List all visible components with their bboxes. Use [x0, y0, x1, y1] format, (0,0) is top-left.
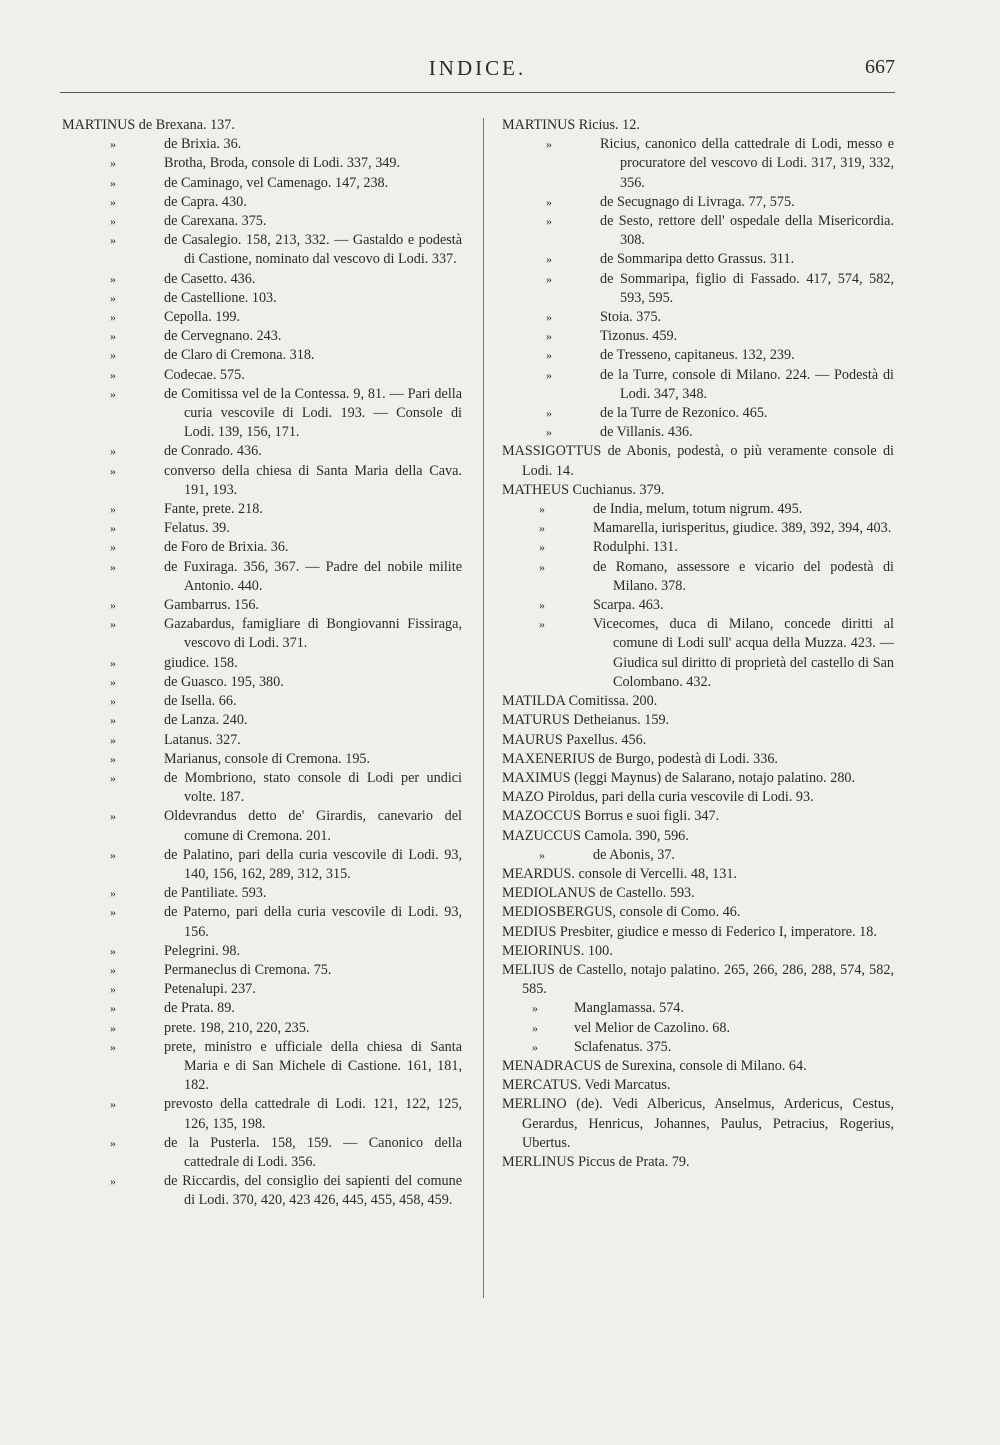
index-subentry [62, 846, 462, 884]
ditto-mark: » [110, 732, 116, 747]
entry-text: Brotha, Broda, console di Lodi. 337, 349. [164, 155, 401, 172]
index-subentry [62, 270, 462, 289]
ditto-mark: » [110, 137, 116, 152]
ditto-mark: » [539, 617, 545, 632]
entry-text: Marianus, console di Cremona. 195. [164, 750, 371, 767]
entry-text: de Casetto. 436. [164, 270, 256, 287]
ditto-mark: » [110, 348, 116, 363]
entry-text: Latanus. 327. [164, 731, 241, 748]
entry-text: de la Turre de Rezonico. 465. [600, 405, 768, 422]
ditto-mark: » [539, 540, 545, 555]
entry-text: Codecae. 575. [164, 366, 245, 383]
index-subentry [502, 846, 894, 865]
index-entry: MAZO Piroldus, pari della curia vescovile di Lodi. 93. [502, 789, 814, 806]
ditto-mark: » [110, 1174, 116, 1189]
entry-text: de Comitissa vel de la Contessa. 9, 81. — Pari della curia vescovile di Lodi. 193. — Console di Lodi. 139, 156, 171. [164, 385, 462, 441]
page-number: 667 [865, 56, 895, 78]
index-entry: MATURUS Detheianus. 159. [502, 712, 670, 729]
index-subentry [502, 423, 894, 442]
ditto-mark: » [110, 1135, 116, 1150]
ditto-mark: » [546, 137, 552, 152]
index-subentry [62, 135, 462, 154]
entry-text: prete. 198, 210, 220, 235. [164, 1019, 310, 1036]
entry-text: Sclafenatus. 375. [574, 1038, 672, 1055]
entry-text: de Fuxiraga. 356, 367. — Padre del nobile milite Antonio. 440. [164, 558, 462, 594]
entry-text: de Sommaripa detto Grassus. 311. [600, 251, 795, 268]
ditto-mark: » [110, 329, 116, 344]
ditto-mark: » [546, 252, 552, 267]
index-subentry [62, 193, 462, 212]
entry-text: de Casalegio. 158, 213, 332. — Gastaldo e podestà di Castione, nominato dal vescovo di Lodi. 337. [164, 232, 462, 268]
index-subentry [62, 980, 462, 999]
ditto-mark: » [546, 425, 552, 440]
index-entry: MENADRACUS de Surexina, console di Milano. 64. [502, 1057, 807, 1074]
ditto-mark: » [110, 713, 116, 728]
index-entry: MERCATUS. Vedi Marcatus. [502, 1077, 671, 1094]
ditto-mark: » [110, 367, 116, 382]
index-subentry [62, 558, 462, 596]
ditto-mark: » [110, 463, 116, 478]
entry-text: de Sesto, rettore dell' ospedale della Misericordia. 308. [600, 213, 894, 249]
index-subentry [502, 366, 894, 404]
ditto-mark: » [110, 290, 116, 305]
ditto-mark: » [110, 1097, 116, 1112]
entry-text: Pelegrini. 98. [164, 942, 241, 959]
index-subentry [62, 385, 462, 443]
index-subentry [62, 711, 462, 730]
index-subentry [62, 346, 462, 365]
entry-text: de Castellione. 103. [164, 289, 277, 306]
index-subentry [502, 250, 894, 269]
entry-text: de Pantiliate. 593. [164, 885, 267, 902]
entry-text: Vicecomes, duca di Milano, concede diritti al comune di Lodi sull' acqua della Muzza. 423. — Giudica sul diritto di proprietà del castello di San Colombano. 432. [593, 616, 894, 690]
entry-text: de Secugnago di Livraga. 77, 575. [600, 193, 795, 210]
entry-text: de Lanza. 240. [164, 712, 248, 729]
ditto-mark: » [110, 770, 116, 785]
entry-text: de Claro di Cremona. 318. [164, 347, 315, 364]
entry-text: de Paterno, pari della curia vescovile di Lodi. 93, 156. [164, 904, 462, 940]
index-entry: MELIUS de Castello, notajo palatino. 265, 266, 286, 288, 574, 582, 585. [502, 961, 894, 998]
ditto-mark: » [110, 271, 116, 286]
entry-text: prevosto della cattedrale di Lodi. 121, 122, 125, 126, 135, 198. [164, 1096, 462, 1132]
index-subentry [62, 1019, 462, 1038]
ditto-mark: » [110, 386, 116, 401]
entry-text: vel Melior de Cazolino. 68. [574, 1019, 731, 1036]
index-subentry [502, 500, 894, 519]
entry-text: Fante, prete. 218. [164, 501, 263, 518]
index-subentry [62, 1134, 462, 1172]
entry-text: Rodulphi. 131. [593, 539, 678, 556]
header-rule [60, 92, 895, 93]
right-column [502, 116, 894, 1172]
ditto-mark: » [546, 329, 552, 344]
index-subentry [62, 654, 462, 673]
index-subentry [62, 154, 462, 173]
index-entry: MAZUCCUS Camola. 390, 596. [502, 827, 689, 844]
entry-text: de Capra. 430. [164, 193, 247, 210]
index-subentry [502, 135, 894, 193]
ditto-mark: » [110, 175, 116, 190]
entry-text: de Tresseno, capitaneus. 132, 239. [600, 347, 795, 364]
ditto-mark: » [546, 214, 552, 229]
ditto-mark: » [110, 982, 116, 997]
index-subentry [62, 615, 462, 653]
entry-text: conversо della chiesa di Santa Maria della Cava. 191, 193. [164, 462, 462, 498]
ditto-mark: » [110, 194, 116, 209]
index-subentry [62, 1038, 462, 1096]
index-subentry [62, 731, 462, 750]
entry-text: Stoia. 375. [600, 309, 662, 326]
ditto-mark: » [110, 809, 116, 824]
ditto-mark: » [546, 194, 552, 209]
entry-text: de Palatino, pari della curia vescovile di Lodi. 93, 140, 156, 162, 289, 312, 315. [164, 846, 462, 882]
entry-text: Permaneclus di Cremona. 75. [164, 961, 332, 978]
ditto-mark: » [110, 962, 116, 977]
page-title: INDICE. [428, 56, 527, 80]
index-subentry [62, 500, 462, 519]
index-subentry [62, 692, 462, 711]
ditto-mark: » [539, 502, 545, 517]
entry-text: Cepolla. 199. [164, 309, 241, 326]
ditto-mark: » [110, 598, 116, 613]
ditto-mark: » [110, 1020, 116, 1035]
entry-text: de Prata. 89. [164, 1000, 235, 1017]
entry-text: de Guasco. 195, 380. [164, 673, 284, 690]
left-column [62, 116, 462, 1211]
entry-text: de Mombriono, stato console di Lodi per undici volte. 187. [164, 769, 462, 806]
index-subentry [62, 308, 462, 327]
ditto-mark: » [546, 367, 552, 382]
index-entry: MEDIOLANUS de Castello. 593. [502, 885, 695, 902]
ditto-mark: » [539, 521, 545, 536]
index-subentry [502, 308, 894, 327]
entry-text: de la Turre, console di Milano. 224. — Podestà di Lodi. 347, 348. [600, 366, 894, 402]
entry-text: de Caminago, vel Camenago. 147, 238. [164, 174, 389, 191]
ditto-mark: » [110, 943, 116, 958]
index-subentry [62, 1095, 462, 1133]
ditto-mark: » [110, 674, 116, 689]
ditto-mark: » [546, 310, 552, 325]
index-subentry [62, 442, 462, 461]
entry-text: de Foro de Brixia. 36. [164, 539, 289, 556]
index-subentry [502, 615, 894, 692]
index-subentry [62, 327, 462, 346]
index-subentry [62, 366, 462, 385]
index-entry: MARTINUS Ricius. 12. [502, 117, 640, 133]
index-subentry [62, 174, 462, 193]
entry-text: giudice. 158. [164, 654, 238, 671]
ditto-mark: » [546, 271, 552, 286]
entry-text: de Brixia. 36. [164, 136, 242, 153]
ditto-mark: » [110, 617, 116, 632]
index-subentry [502, 558, 894, 596]
ditto-mark: » [546, 406, 552, 421]
index-subentry [62, 999, 462, 1018]
ditto-mark: » [110, 751, 116, 766]
entry-text: de India, melum, totum nigrum. 495. [593, 501, 803, 518]
ditto-mark: » [110, 502, 116, 517]
index-entry: MEARDUS. console di Vercelli. 48, 131. [502, 865, 737, 882]
entry-text: prete, ministro e ufficiale della chiesa di Santa Maria e di San Michele di Castione. 161, 181, 182. [164, 1038, 462, 1094]
index-subentry [62, 807, 462, 845]
column-divider [483, 118, 484, 1298]
ditto-mark: » [110, 559, 116, 574]
index-subentry [502, 270, 894, 308]
ditto-mark: » [110, 521, 116, 536]
ditto-mark: » [110, 655, 116, 670]
entry-text: de Cervegnano. 243. [164, 328, 282, 345]
entry-text: Gambarrus. 156. [164, 597, 259, 614]
index-subentry [502, 346, 894, 365]
index-subentry [62, 884, 462, 903]
index-entry: MAXIMUS (leggi Maynus) de Salarano, notajo palatino. 280. [502, 769, 856, 786]
ditto-mark: » [539, 598, 545, 613]
index-subentry [502, 1038, 894, 1057]
index-subentry [502, 1019, 894, 1038]
index-subentry [62, 519, 462, 538]
index-subentry [62, 903, 462, 941]
entry-text: de Isella. 66. [164, 693, 237, 710]
entry-text: Felatus. 39. [164, 520, 230, 537]
index-entry: MATHEUS Cuchianus. 379. [502, 481, 665, 498]
index-subentry [502, 327, 894, 346]
entry-text: de Conrado. 436. [164, 443, 262, 460]
entry-text: de Riccardis, del consiglio dei sapienti del comune di Lodi. 370, 420, 423 426, 445, 455, 458, 459. [164, 1173, 462, 1209]
ditto-mark: » [532, 1001, 538, 1016]
index-entry: MERLINO (de). Vedi Albericus, Anselmus, Ardericus, Cestus, Gerardus, Henricus, Johannes, Paulus, Petracius, Rogerius, Ubertus. [502, 1096, 894, 1151]
ditto-mark: » [110, 847, 116, 862]
entry-text: Manglamassa. 574. [574, 1000, 684, 1017]
index-entry: MAZOCCUS Borrus e suoi figli. 347. [502, 808, 720, 825]
index-entry: MARTINUS de Brexana. 137. [62, 117, 235, 133]
index-subentry [62, 231, 462, 269]
ditto-mark: » [110, 1039, 116, 1054]
entry-text: de Abonis, 37. [593, 846, 675, 863]
entry-text: Tizonus. 459. [600, 328, 678, 345]
index-entry: MERLINUS Piccus de Prata. 79. [502, 1153, 690, 1170]
index-subentry [62, 538, 462, 557]
ditto-mark: » [539, 847, 545, 862]
ditto-mark: » [532, 1020, 538, 1035]
ditto-mark: » [110, 886, 116, 901]
index-subentry [502, 596, 894, 615]
entry-text: Petenalupi. 237. [164, 981, 256, 998]
ditto-mark: » [110, 694, 116, 709]
ditto-mark: » [110, 233, 116, 248]
index-entry: MEDIUS Presbiter, giudice e messo di Federico I, imperatore. 18. [502, 923, 877, 940]
index-entry: MATILDA Comitissa. 200. [502, 693, 658, 710]
entry-text: de Sommaripa, figlio di Fassado. 417, 574, 582, 593, 595. [600, 270, 894, 306]
entry-text: de Carexana. 375. [164, 213, 267, 230]
index-subentry [62, 1172, 462, 1210]
entry-text: Oldevrandus detto de' Girardis, canevario del comune di Cremona. 201. [164, 808, 462, 844]
ditto-mark: » [539, 559, 545, 574]
ditto-mark: » [110, 214, 116, 229]
index-subentry [62, 462, 462, 500]
ditto-mark: » [110, 156, 116, 171]
entry-text: Scarpa. 463. [593, 597, 664, 614]
index-subentry [502, 193, 894, 212]
page-header [60, 56, 895, 86]
ditto-mark: » [110, 444, 116, 459]
index-entry: MEIORINUS. 100. [502, 942, 613, 959]
ditto-mark: » [532, 1039, 538, 1054]
index-entry: MAURUS Paxellus. 456. [502, 731, 647, 748]
index-entry: MEDIOSBERGUS, console di Como. 46. [502, 904, 741, 921]
index-subentry [62, 212, 462, 231]
index-subentry [502, 519, 894, 538]
index-subentry [62, 673, 462, 692]
index-subentry [62, 596, 462, 615]
index-entry: MAXENERIUS de Burgo, podestà di Lodi. 336. [502, 750, 778, 767]
index-subentry [62, 942, 462, 961]
index-subentry [62, 750, 462, 769]
ditto-mark: » [546, 348, 552, 363]
entry-text: Ricius, canonico della cattedrale di Lodi, messo e procuratore del vescovo di Lodi. 317, 319, 332, 356. [600, 136, 894, 191]
entry-text: de la Pusterla. 158, 159. — Canonico della cattedrale di Lodi. 356. [164, 1134, 462, 1170]
index-entry: MASSIGOTTUS de Abonis, podestà, o più veramente console di Lodi. 14. [502, 443, 894, 479]
index-subentry [502, 404, 894, 423]
index-subentry [502, 999, 894, 1018]
entry-text: Gazabardus, famigliare di Bongiovanni Fissiraga, vescovo di Lodi. 371. [164, 616, 462, 652]
index-subentry [502, 538, 894, 557]
entry-text: Mamarella, iurisperitus, giudice. 389, 392, 394, 403. [593, 520, 892, 537]
index-subentry [502, 212, 894, 250]
ditto-mark: » [110, 310, 116, 325]
index-subentry [62, 961, 462, 980]
index-subentry [62, 289, 462, 308]
ditto-mark: » [110, 905, 116, 920]
entry-text: de Villanis. 436. [600, 424, 693, 441]
entry-text: de Romano, assessore e vicario del podestà di Milano. 378. [593, 558, 894, 594]
ditto-mark: » [110, 1001, 116, 1016]
ditto-mark: » [110, 540, 116, 555]
index-subentry [62, 769, 462, 807]
